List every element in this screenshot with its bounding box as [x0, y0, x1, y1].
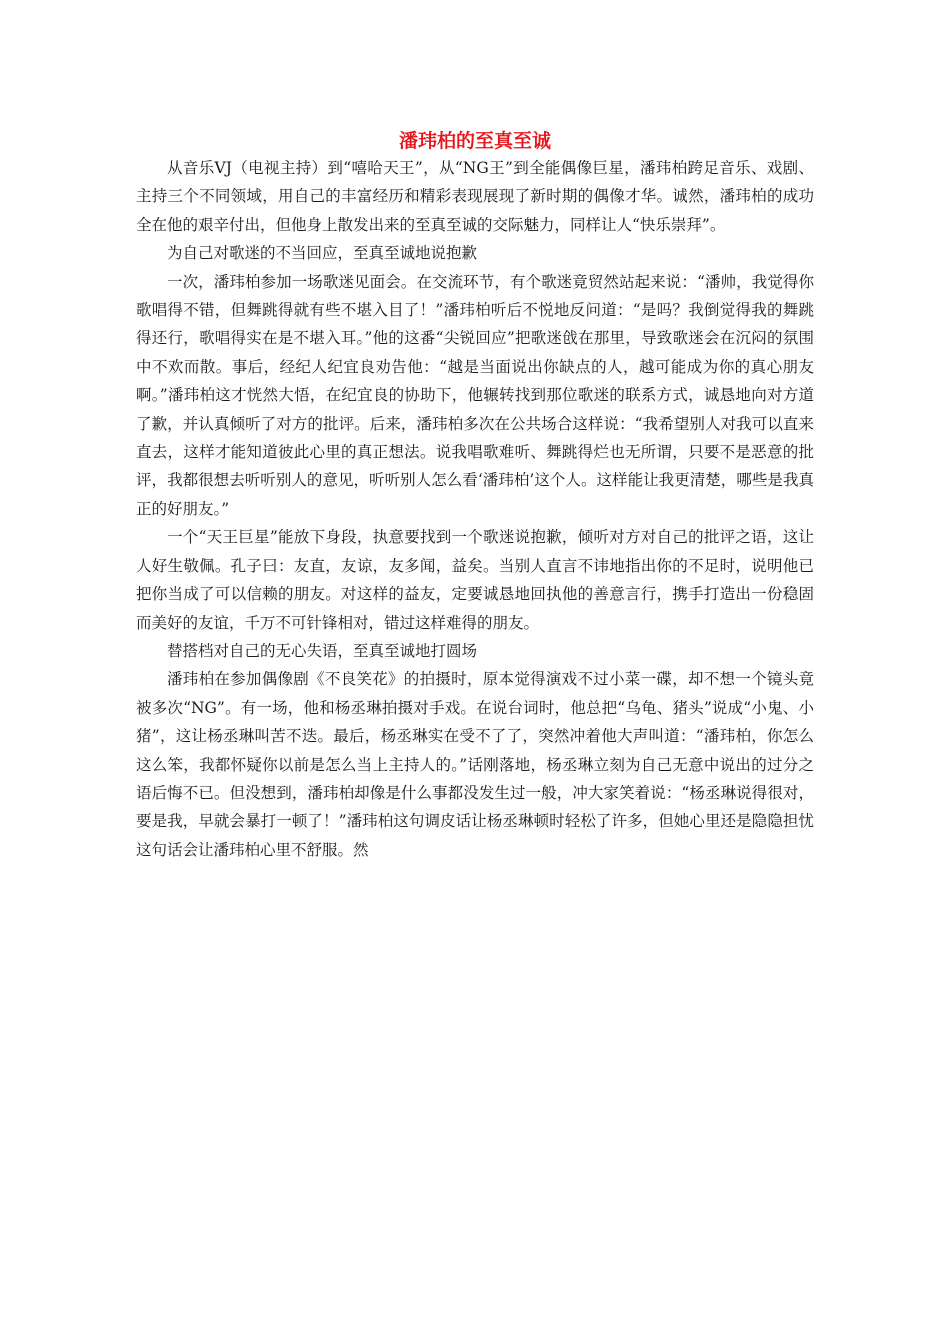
document-body — [136, 154, 814, 864]
section-heading-apology: 为自己对歌迷的不当回应，至真至诚地说抱歉 — [167, 244, 478, 263]
paragraph-intro: 从音乐VJ（电视主持）到“嘻哈天王”，从“NG王”到全能偶像巨星，潘玮柏跨足音乐、戏剧、主持三个不同领域，用自己的丰富经历和精彩表现展现了新时期的偶像才华。诚然，潘玮柏的成功全在他的艰辛付出，但他身上散发出来的至真至诚的交际魅力，同样让人“快乐崇拜”。 — [136, 159, 814, 234]
section-heading-partner: 替搭档对自己的无心失语，至真至诚地打圆场 — [167, 641, 478, 660]
paragraph-fan-meeting: 一次，潘玮柏参加一场歌迷见面会。在交流环节，有个歌迷竟贸然站起来说：“潘帅，我觉得你歌唱得不错，但舞跳得就有些不堪入目了！”潘玮柏听后不悦地反问道：“是吗？我倒觉得我的舞跳得还行，歌唱得实在是不堪入耳。”他的这番“尖锐回应”把歌迷戗在那里，导致歌迷会在沉闷的氛围中不欢而散。事后，经纪人纪宜良劝告他：“越是当面说出你缺点的人，越可能成为你的真心朋友啊。”潘玮柏这才恍然大悟，在纪宜良的协助下，他辗转找到那位歌迷的联系方式，诚恳地向对方道了歉，并认真倾听了对方的批评。后来，潘玮柏多次在公共场合这样说：“我希望别人对我可以直来直去，这样才能知道彼此心里的真正想法。说我唱歌难听、舞跳得烂也无所谓，只要不是恶意的批评，我都很想去听听别人的意见，听听别人怎么看‘潘玮柏’这个人。这样能让我更清楚，哪些是我真正的好朋友。” — [136, 272, 814, 518]
paragraph-drama-shoot: 潘玮柏在参加偶像剧《不良笑花》的拍摄时，原本觉得演戏不过小菜一碟，却不想一个镜头竟被多次“NG”。有一场，他和杨丞琳拍摄对手戏。在说台词时，他总把“乌龟、猪头”说成“小鬼、小猪”，这让杨丞琳叫苦不迭。最后，杨丞琳实在受不了了，突然冲着他大声叫道：“潘玮柏，你怎么这么笨，我都怀疑你以前是怎么当上主持人的。”话刚落地，杨丞琳立刻为自己无意中说出的过分之语后悔不已。但没想到，潘玮柏却像是什么事都没发生过一般，冲大家笑着说：“杨丞琳说得很对，要是我，早就会暴打一顿了！”潘玮柏这句调皮话让杨丞琳顿时轻松了许多，但她心里还是隐隐担忧这句话会让潘玮柏心里不舒服。然 — [136, 670, 814, 859]
paragraph-commentary: 一个“天王巨星”能放下身段，执意要找到一个歌迷说抱歉，倾听对方对自己的批评之语，这让人好生敬佩。孔子曰：友直，友谅，友多闻，益矣。当别人直言不讳地指出你的不足时，说明他已把你当成了可以信赖的朋友。对这样的益友，定要诚恳地回执他的善意言行，携手打造出一份稳固而美好的友谊，千万不可针锋相对，错过这样难得的朋友。 — [136, 528, 814, 632]
document-title: 潘玮柏的至真至诚 — [398, 130, 551, 152]
